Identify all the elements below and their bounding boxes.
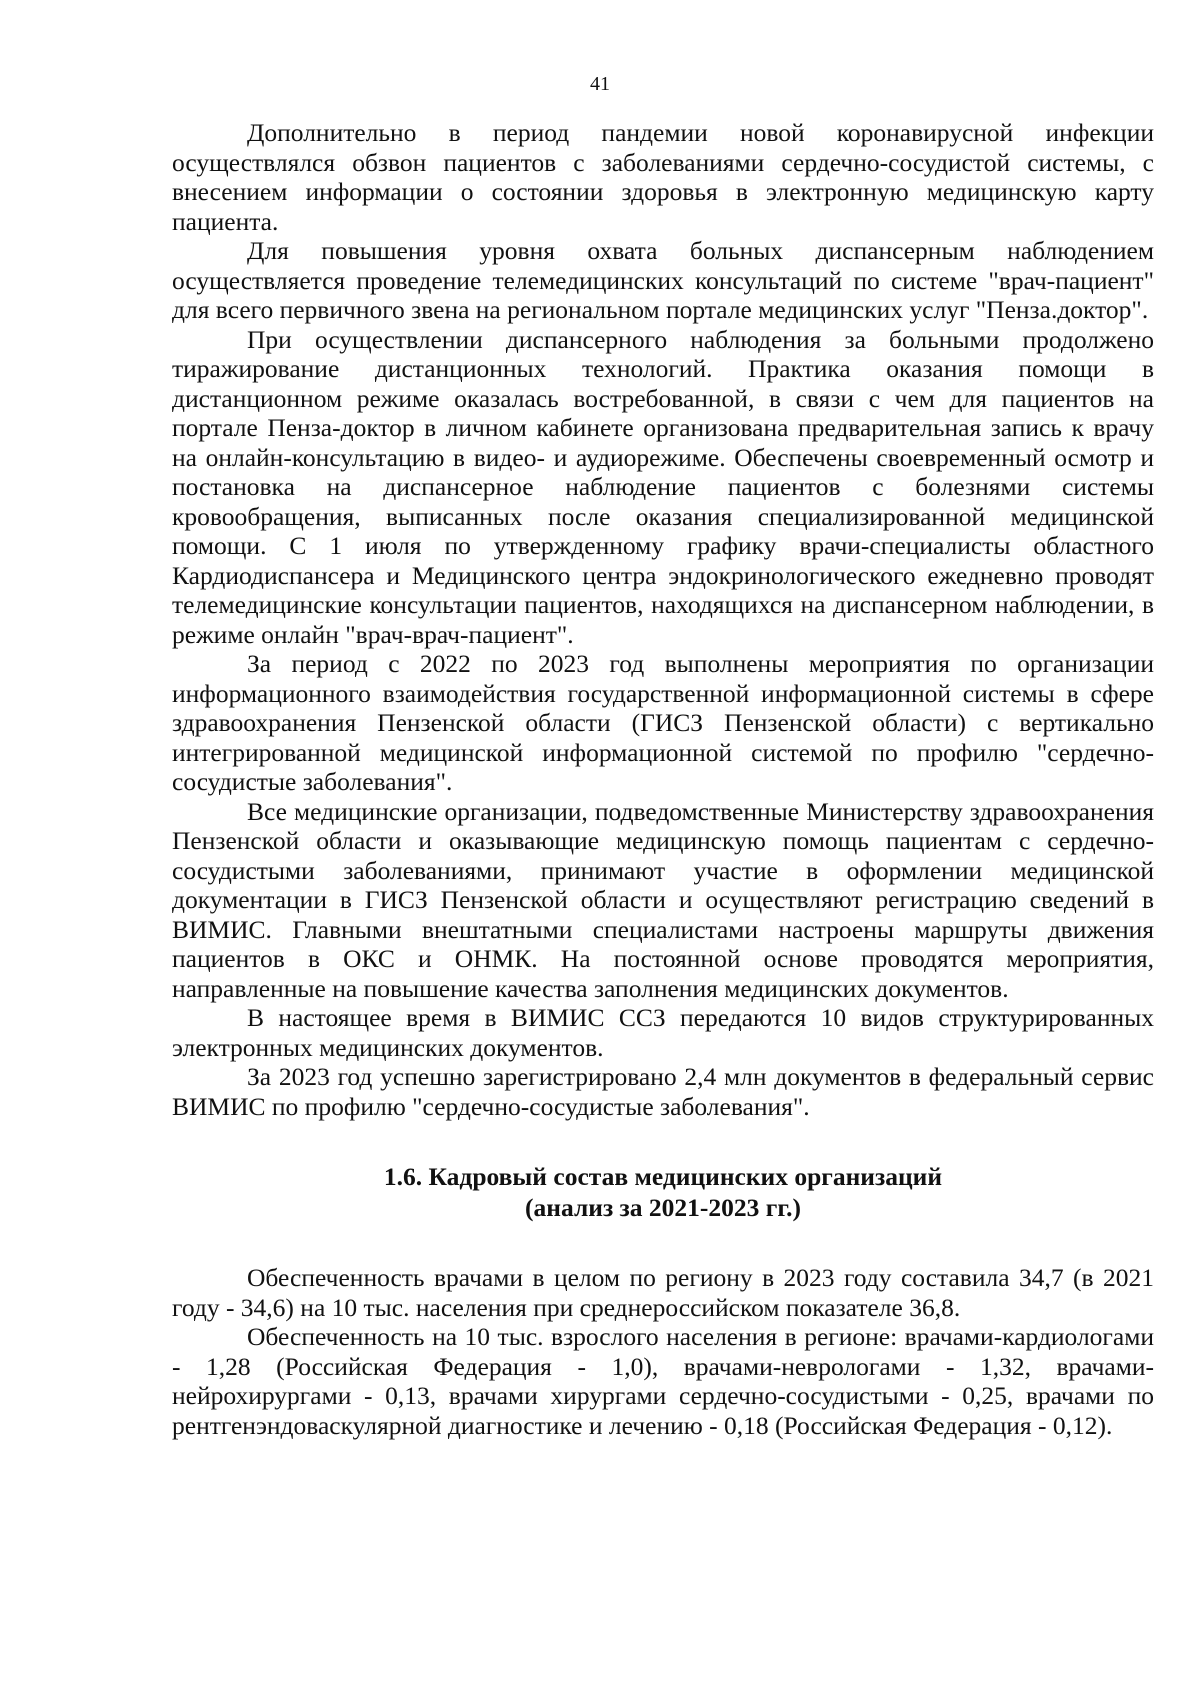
paragraph-vimis-documents: В настоящее время в ВИМИС ССЗ передаются 10 видов структурированных электронных медицинских документов. — [172, 1003, 1154, 1062]
paragraph-medical-organizations: Все медицинские организации, подведомственные Министерству здравоохранения Пензенской области и оказывающие медицинскую помощь пациентам с сердечно-сосудистыми заболеваниями, принимают участие в оформлении медицинской документации в ГИСЗ Пензенской области и осуществляют регистрацию сведений в ВИМИС. Главными внештатными специалистами настроены маршруты движения пациентов в ОКС и ОНМК. На постоянной основе проводятся мероприятия, направленные на повышение качества заполнения медицинских документов. — [172, 796, 1154, 1003]
section-heading — [172, 1161, 1154, 1223]
paragraph-specialist-provision: Обеспеченность на 10 тыс. взрослого населения в регионе: врачами-кардиологами - 1,28 (Российская Федерация - 1,0), врачами-неврологами - 1,32, врачами-нейрохирургами - 0,13, врачами хирургами сердечно-сосудистыми - 0,25, врачами по рентгенэндоваскулярной диагностике и лечению - 0,18 (Российская Федерация - 0,12). — [172, 1322, 1154, 1440]
section-title: 1.6. Кадровый состав медицинских организаций — [383, 1162, 943, 1191]
section-spacer — [172, 1223, 1154, 1263]
paragraph-information-integration: За период с 2022 по 2023 год выполнены мероприятия по организации информационного взаимодействия государственной информационной системы в сфере здравоохранения Пензенской области (ГИСЗ Пензенской области) с вертикально интегрированной медицинской информационной системой по профилю "сердечно-сосудистые заболевания". — [172, 649, 1154, 796]
paragraph-telemedicine-consultations: Для повышения уровня охвата больных диспансерным наблюдением осуществляется проведение телемедицинских консультаций по системе "врач-пациент" для всего первичного звена на региональном портале медицинских услуг "Пенза.доктор". — [172, 236, 1154, 324]
paragraph-registered-documents: За 2023 год успешно зарегистрировано 2,4 млн документов в федеральный сервис ВИМИС по профилю "сердечно-сосудистые заболевания". — [172, 1062, 1154, 1121]
paragraph-remote-technologies: При осуществлении диспансерного наблюдения за больными продолжено тиражирование дистанционных технологий. Практика оказания помощи в дистанционном режиме оказалась востребованной, в связи с чем для пациентов на портале Пенза-доктор в личном кабинете организована предварительная запись к врачу на онлайн-консультацию в видео- и аудиорежиме. Обеспечены своевременный осмотр и постановка на диспансерное наблюдение пациентов с болезнями системы кровообращения, выписанных после оказания специализированной медицинской помощи. С 1 июля по утвержденному графику врачи-специалисты областного Кардиодиспансера и Медицинского центра эндокринологического ежедневно проводят телемедицинские консультации пациентов, находящихся на диспансерном наблюдении, в режиме онлайн "врач-врач-пациент". — [172, 324, 1154, 649]
paragraph-pandemic-calls: Дополнительно в период пандемии новой коронавирусной инфекции осуществлялся обзвон пациентов с заболеваниями сердечно-сосудистой системы, с внесением информации о состоянии здоровья в электронную медицинскую карту пациента. — [172, 118, 1154, 236]
document-body — [172, 118, 1154, 1440]
section-subtitle: (анализ за 2021-2023 гг.) — [525, 1193, 801, 1222]
paragraph-physician-provision: Обеспеченность врачами в целом по региону в 2023 году составила 34,7 (в 2021 году - 34,6) на 10 тыс. населения при среднероссийском показателе 36,8. — [172, 1263, 1154, 1322]
page-number: 41 — [590, 73, 610, 95]
